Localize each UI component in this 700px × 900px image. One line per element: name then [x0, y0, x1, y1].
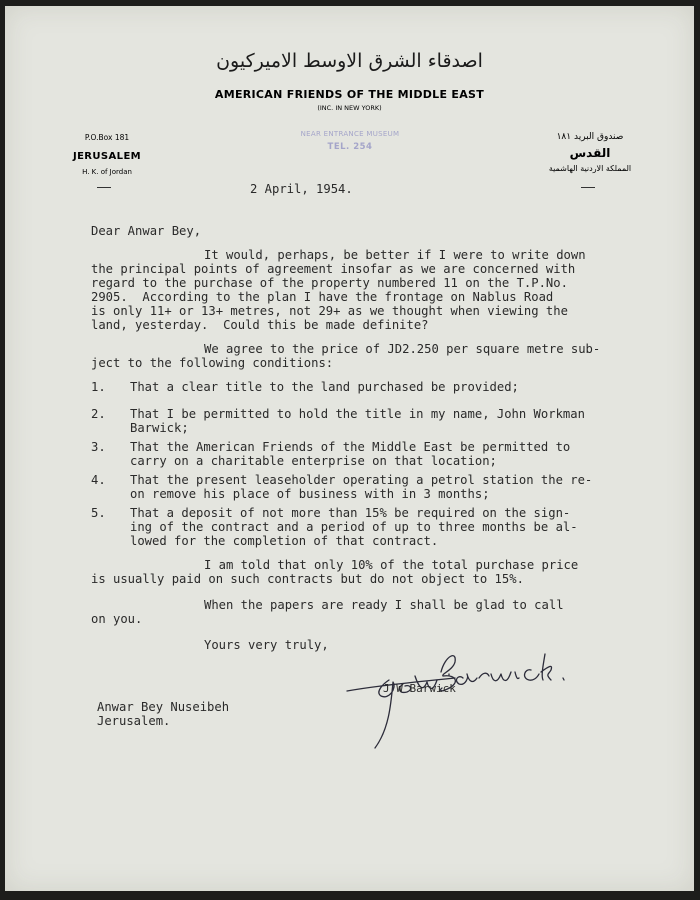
condition-number: 2. — [91, 407, 106, 421]
country: H. K. of Jordan — [82, 168, 132, 176]
divider — [581, 187, 595, 188]
condition-text: That a clear title to the land purchased be provided; — [130, 380, 519, 394]
city-arabic: القدس — [569, 146, 611, 160]
letter-page — [5, 6, 694, 891]
recipient-name: Anwar Bey Nuseibeh — [97, 700, 230, 714]
handwritten-signature — [345, 644, 575, 754]
letter-date: 2 April, 1954. — [250, 182, 353, 196]
address-stamp — [300, 130, 400, 152]
condition-text: ing of the contract and a period of up to three months be al- — [130, 520, 578, 534]
condition-text: That the American Friends of the Middle East be permitted to — [130, 440, 571, 454]
condition-text: Barwick; — [130, 421, 189, 435]
body-line: the principal points of agreement insofar as we are concerned with — [91, 262, 576, 276]
org-name-arabic: اصدقاء الشرق الاوسط الاميركيون — [216, 50, 483, 72]
closing: Yours very truly, — [204, 638, 329, 652]
condition-number: 5. — [91, 506, 106, 520]
condition-number: 4. — [91, 473, 106, 487]
typed-signature: J W Barwick — [383, 682, 456, 695]
right-address-arabic — [540, 132, 640, 173]
po-box: P.O.Box 181 — [84, 133, 130, 142]
body-line: regard to the purchase of the property numbered 11 on the T.P.No. — [91, 276, 568, 290]
body-line: is only 11+ or 13+ metres, not 29+ as we thought when viewing the — [91, 304, 568, 318]
recipient-city: Jerusalem. — [97, 714, 171, 728]
condition-text: That I be permitted to hold the title in my name, John Workman — [130, 407, 585, 421]
condition-text: lowed for the completion of that contract. — [130, 534, 439, 548]
condition-text: carry on a charitable enterprise on that location; — [130, 454, 497, 468]
body-line: It would, perhaps, be better if I were to write down — [204, 248, 586, 262]
condition-number: 1. — [91, 380, 106, 394]
condition-text: That the present leaseholder operating a petrol station the re- — [130, 473, 593, 487]
salutation: Dear Anwar Bey, — [91, 224, 202, 238]
condition-text: That a deposit of not more than 15% be required on the sign- — [130, 506, 571, 520]
condition-text: on remove his place of business with in 3 months; — [130, 487, 490, 501]
org-name-english: AMERICAN FRIENDS OF THE MIDDLE EAST — [214, 88, 485, 101]
condition-number: 3. — [91, 440, 106, 454]
body-line: on you. — [91, 612, 143, 626]
body-line: We agree to the price of JD2.250 per square metre sub- — [204, 342, 601, 356]
stamp-line-1: NEAR ENTRANCE MUSEUM — [300, 130, 400, 138]
body-line: is usually paid on such contracts but do not object to 15%. — [91, 572, 524, 586]
body-line: land, yesterday. Could this be made definite? — [91, 318, 429, 332]
divider — [97, 187, 111, 188]
body-line: 2905. According to the plan I have the frontage on Nablus Road — [91, 290, 554, 304]
body-line: ject to the following conditions: — [91, 356, 334, 370]
body-line: I am told that only 10% of the total purchase price — [204, 558, 579, 572]
org-incorporation: (INC. IN NEW YORK) — [317, 104, 382, 112]
po-box-arabic: صندوق البريد ١٨١ — [556, 132, 624, 142]
body-line: When the papers are ready I shall be glad to call — [204, 598, 564, 612]
left-address — [57, 133, 157, 176]
country-arabic: المملكة الاردنية الهاشمية — [548, 164, 632, 173]
stamp-line-2: TEL. 254 — [327, 142, 373, 152]
city: JERUSALEM — [72, 151, 142, 162]
